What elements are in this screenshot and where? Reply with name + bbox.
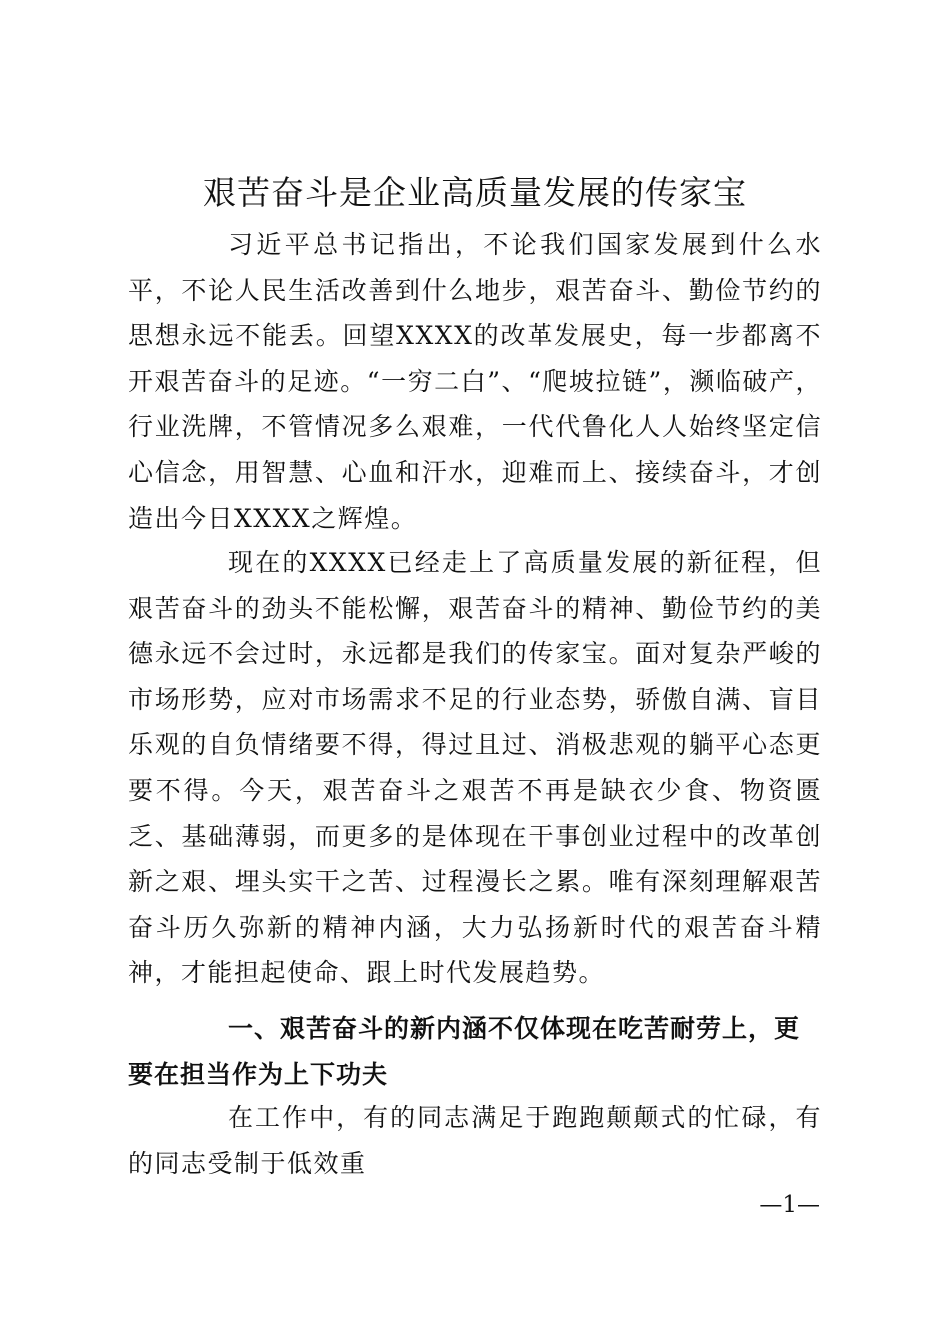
paragraph-1: 习近平总书记指出，不论我们国家发展到什么水平，不论人民生活改善到什么地步，艰苦奋斗、勤俭节约的思想永远不能丢。回望XXXX的改革发展史，每一步都离不开艰苦奋斗的足迹。“一穷二白”、“爬坡拉链”，濒临破产，行业洗牌，不管情况多么艰难，一代代鲁化人人始终坚定信心信念，用智慧、心血和汗水，迎难而上、接续奋斗，才创造出今日XXXX之辉煌。 [128,230,822,533]
section-heading-1: 一、艰苦奋斗的新内涵不仅体现在吃苦耐劳上，更要在担当作为上下功夫 [128,1014,801,1089]
page-number: —1— [759,1192,820,1218]
document-title: 艰苦奋斗是企业高质量发展的传家宝 [203,173,747,212]
paragraph-3: 在工作中，有的同志满足于跑跑颠颠式的忙碌，有的同志受制于低效重 [128,1103,822,1178]
paragraph-2: 现在的XXXX已经走上了高质量发展的新征程，但艰苦奋斗的劲头不能松懈，艰苦奋斗的精神、勤俭节约的美德永远不会过时，永远都是我们的传家宝。面对复杂严峻的市场形势，应对市场需求不足的行业态势，骄傲自满、盲目乐观的自负情绪要不得，得过且过、消极悲观的躺平心态更要不得。今天，艰苦奋斗之艰苦不再是缺衣少食、物资匮乏、基础薄弱，而更多的是体现在干事创业过程中的改革创新之艰、埋头实干之苦、过程漫长之累。唯有深刻理解艰苦奋斗历久弥新的精神内涵，大力弘扬新时代的艰苦奋斗精神，才能担起使命、跟上时代发展趋势。 [128,548,822,988]
